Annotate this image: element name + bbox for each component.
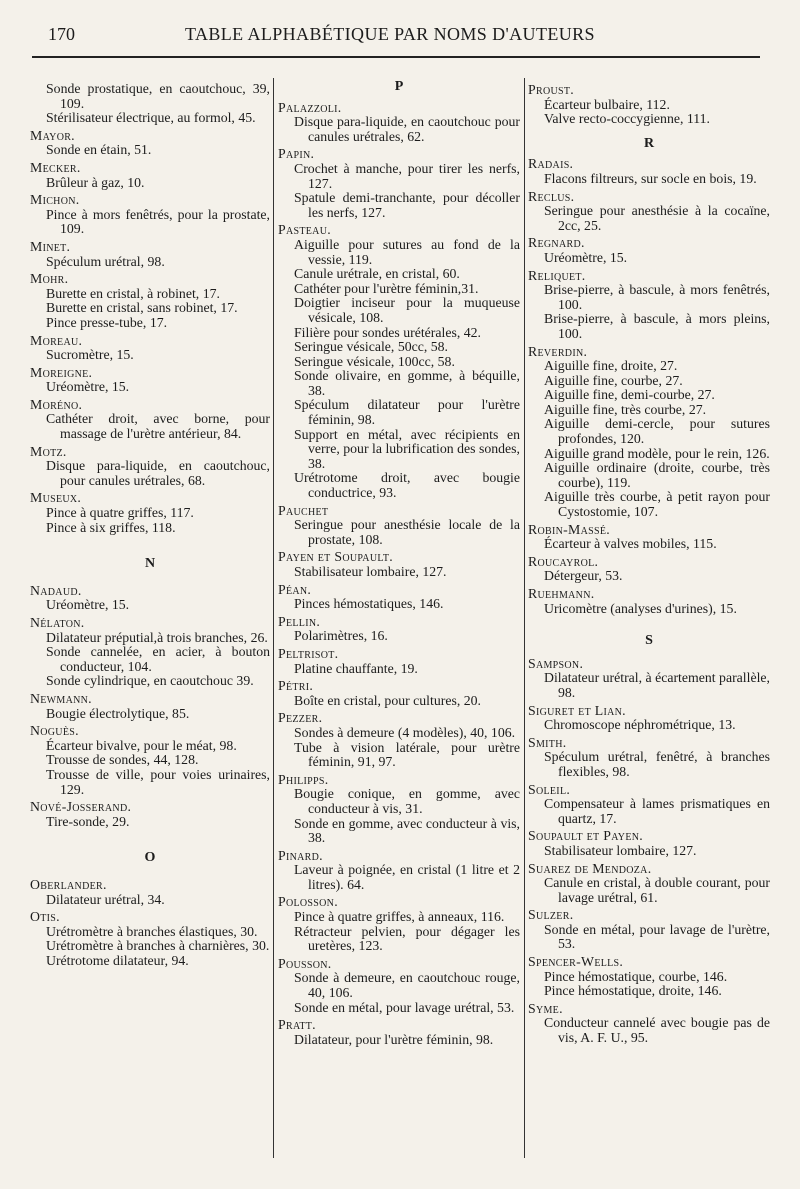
page-header xyxy=(30,22,762,52)
author-name: Pezzer. xyxy=(278,710,323,726)
author-name: Philipps. xyxy=(278,771,329,787)
section-letter: P xyxy=(394,80,404,94)
author-name: Moreigne. xyxy=(30,364,93,380)
index-entry: Spéculum urétral, fenêtré, à branches flexibles, 98. xyxy=(544,749,770,779)
index-entry: Sonde cylindrique, en caoutchouc 39. xyxy=(46,673,254,689)
index-entry: Pinces hémostatiques, 146. xyxy=(294,596,444,612)
index-entry: Spatule demi-tranchante, pour décoller les nerfs, 127. xyxy=(294,190,520,220)
index-entry: Pince presse-tube, 17. xyxy=(46,314,168,330)
index-entry: Bougie électrolytique, 85. xyxy=(46,705,190,721)
index-entry: Sonde en métal, pour lavage urétral, 53. xyxy=(294,999,515,1015)
index-entry: Stabilisateur lombaire, 127. xyxy=(294,564,447,579)
author-name: Suarez de Mendoza. xyxy=(528,860,652,876)
index-entry: Support en métal, avec récipients en verre, pour la lubrification des sondes, 38. xyxy=(294,426,520,471)
author-name: Siguret et Lian. xyxy=(528,702,626,718)
index-entry: Urétrotome droit, avec bougie conductrice, 93. xyxy=(294,470,520,501)
column-divider xyxy=(524,78,525,1158)
index-entry: Dilatateur urétral, 34. xyxy=(46,891,165,907)
page-number: 170 xyxy=(48,24,75,44)
index-entry: Sucromètre, 15. xyxy=(46,347,134,363)
author-name: Museux. xyxy=(30,490,82,506)
index-entry: Aiguille grand modèle, pour le rein, 126. xyxy=(544,445,770,461)
index-entry: Aiguille fine, demi-courbe, 27. xyxy=(544,387,715,403)
index-entry: Sonde en étain, 51. xyxy=(46,142,152,158)
index-entry: Aiguille très courbe, à petit rayon pour Cystostomie, 107. xyxy=(544,489,770,520)
index-entry: Sonde olivaire, en gomme, à béquille, 38. xyxy=(294,368,520,398)
index-column-3 xyxy=(528,80,770,1160)
index-entry: Burette en cristal, sans robinet, 17. xyxy=(46,300,238,316)
author-name: Pétri. xyxy=(278,678,314,694)
author-name: Radais. xyxy=(528,156,574,172)
index-entry: Détergeur, 53. xyxy=(544,568,623,584)
index-entry: Filière pour sondes urétérales, 42. xyxy=(294,324,481,340)
index-entry: Urétromètre à branches à charnières, 30. xyxy=(46,938,270,954)
index-entry: Boîte en cristal, pour cultures, 20. xyxy=(294,692,481,708)
author-name: Noguès. xyxy=(30,723,79,739)
author-name: Robin-Massé. xyxy=(528,521,611,537)
header-rule xyxy=(32,56,760,58)
author-name: Pinard. xyxy=(278,847,323,863)
index-entry: Platine chauffante, 19. xyxy=(294,660,418,676)
index-entry: Doigtier inciseur pour la muqueuse vésicale, 108. xyxy=(294,295,520,325)
index-entry: Tube à vision latérale, pour urètre féminin, 91, 97. xyxy=(294,739,520,770)
author-name: Minet. xyxy=(30,238,71,254)
index-entry: Brise-pierre, à bascule, à mors pleins, 100. xyxy=(544,311,770,341)
index-entry: Dilatateur, pour l'urètre féminin, 98. xyxy=(294,1031,494,1047)
index-entry: Sonde cannelée, en acier, à bouton conducteur, 104. xyxy=(46,644,270,674)
author-name: Palazzoli. xyxy=(278,99,342,115)
author-name: Reliquet. xyxy=(528,267,586,283)
index-entry: Écarteur bulbaire, 112. xyxy=(544,96,670,112)
index-entry: Chromoscope néphrométrique, 13. xyxy=(544,717,736,733)
author-name: Papin. xyxy=(278,146,315,162)
author-name: Regnard. xyxy=(528,235,585,251)
author-name: Polosson. xyxy=(278,894,338,910)
index-entry: Pince à quatre griffes, 117. xyxy=(46,505,194,521)
index-entry: Laveur à poignée, en cristal (1 litre et 2 litres). 64. xyxy=(294,862,520,892)
author-name: Pasteau. xyxy=(278,222,331,238)
index-entry: Dilatateur urétral, à écartement parallèle, 98. xyxy=(544,670,770,700)
index-entry: Pince à quatre griffes, à anneaux, 116. xyxy=(294,909,505,925)
author-name: Moreau. xyxy=(30,332,83,348)
section-letter: S xyxy=(645,633,653,649)
index-entry: Sondes à demeure (4 modèles), 40, 106. xyxy=(294,724,516,740)
author-name: Nadaud. xyxy=(30,582,82,598)
index-entry: Urétromètre à branches élastiques, 30. xyxy=(46,923,258,939)
index-entry: Brise-pierre, à bascule, à mors fenêtrés, 100. xyxy=(544,282,770,312)
index-entry: Burette en cristal, à robinet, 17. xyxy=(46,285,220,301)
author-name: Syme. xyxy=(528,1000,563,1016)
author-name: Pratt. xyxy=(278,1017,316,1033)
section-letter: N xyxy=(144,556,156,572)
index-entry: Polarimètres, 16. xyxy=(294,628,388,644)
author-name: Pousson. xyxy=(278,955,332,971)
author-name: Motz. xyxy=(30,443,67,459)
author-name: Nélaton. xyxy=(30,615,85,630)
column-divider xyxy=(273,78,274,1158)
index-entry: Aiguille ordinaire (droite, courbe, très courbe), 119. xyxy=(544,460,770,490)
index-entry: Cathéter pour l'urètre féminin,31. xyxy=(294,280,479,296)
index-entry: Canule urétrale, en cristal, 60. xyxy=(294,266,460,282)
index-entry: Uréomètre, 15. xyxy=(46,379,130,395)
index-entry: Uricomètre (analyses d'urines), 15. xyxy=(544,600,737,616)
author-name: Payen et Soupault. xyxy=(278,549,393,565)
index-column-1 xyxy=(30,80,270,1160)
index-entry: Crochet à manche, pour tirer les nerfs, 127. xyxy=(294,160,520,191)
index-entry: Uréomètre, 15. xyxy=(544,249,628,265)
author-name: Reverdin. xyxy=(528,343,588,359)
author-name: Pellin. xyxy=(278,613,321,629)
author-name: Péan. xyxy=(278,581,312,597)
index-entry: Urétrotome dilatateur, 94. xyxy=(46,952,189,968)
index-entry: Pince hémostatique, droite, 146. xyxy=(544,983,722,999)
index-entry: Dilatateur préputial,à trois branches, 26. xyxy=(46,629,268,645)
index-entry: Écarteur à valves mobiles, 115. xyxy=(544,536,717,552)
index-entry: Canule en cristal, à double courant, pour lavage urétral, 61. xyxy=(544,875,770,905)
index-entry: Cathéter droit, avec borne, pour massage de l'urètre antérieur, 84. xyxy=(46,411,270,442)
index-entry: Aiguille demi-cercle, pour sutures profondes, 120. xyxy=(544,416,770,447)
index-entry: Disque para-liquide, en caoutchouc pour canules urétrales, 62. xyxy=(294,114,520,144)
author-name: Smith. xyxy=(528,734,567,750)
index-entry: Stabilisateur lombaire, 127. xyxy=(544,842,697,858)
index-entry: Bougie conique, en gomme, avec conducteur à vis, 31. xyxy=(294,786,520,816)
index-entry: Sonde en gomme, avec conducteur à vis, 38. xyxy=(294,815,520,846)
author-name: Oberlander. xyxy=(30,876,107,892)
author-name: Moréno. xyxy=(30,396,83,412)
index-entry: Uréomètre, 15. xyxy=(46,597,130,613)
index-entry: Compensateur à lames prismatiques en quartz, 17. xyxy=(544,796,770,826)
index-entry: Écarteur bivalve, pour le méat, 98. xyxy=(46,737,237,753)
running-title: TABLE ALPHABÉTIQUE PAR NOMS D'AUTEURS xyxy=(185,24,595,44)
index-entry: Stérilisateur électrique, au formol, 45. xyxy=(46,110,256,126)
index-entry: Sonde en métal, pour lavage de l'urètre, 53. xyxy=(544,921,770,952)
author-name: Sampson. xyxy=(528,655,584,671)
index-entry: Flacons filtreurs, sur socle en bois, 19. xyxy=(544,170,757,186)
author-name: Roucayrol. xyxy=(528,553,599,569)
index-column-2 xyxy=(278,80,520,1160)
author-name: Sulzer. xyxy=(528,907,574,923)
author-name: Peltrisot. xyxy=(278,645,339,661)
index-entry: Spéculum urétral, 98. xyxy=(46,253,165,269)
index-entry: Aiguille pour sutures au fond de la vessie, 119. xyxy=(294,236,520,267)
section-letter: O xyxy=(144,850,156,866)
index-entry: Conducteur cannelé avec bougie pas de vis, A. F. U., 95. xyxy=(544,1015,770,1046)
index-entry: Seringue vésicale, 100cc, 58. xyxy=(294,353,455,369)
index-entry: Aiguille fine, courbe, 27. xyxy=(544,372,683,388)
index-entry: Sonde à demeure, en caoutchouc rouge, 40, 106. xyxy=(294,970,520,1001)
index-entry: Sonde prostatique, en caoutchouc, 39, 109. xyxy=(46,81,270,111)
author-name: Michon. xyxy=(30,192,80,208)
author-name: Ruehmann. xyxy=(528,586,595,601)
index-entry: Pince à six griffes, 118. xyxy=(46,519,176,535)
author-name: Mohr. xyxy=(30,271,69,287)
index-entry: Seringue vésicale, 50cc, 58. xyxy=(294,339,449,355)
author-name: Soupault et Payen. xyxy=(528,828,643,844)
index-entry: Valve recto-coccygienne, 111. xyxy=(544,111,710,127)
author-name: Soleil. xyxy=(528,781,571,797)
author-name: Newmann. xyxy=(30,690,92,706)
author-name: Pauchet xyxy=(278,502,329,518)
index-entry: Spéculum dilatateur pour l'urètre féminin, 98. xyxy=(294,397,520,428)
author-name: Spencer-Wells. xyxy=(528,954,624,970)
author-name: Otis. xyxy=(30,909,60,925)
author-name: Proust. xyxy=(528,82,575,97)
author-name: Mayor. xyxy=(30,127,75,143)
index-entry: Aiguille fine, très courbe, 27. xyxy=(544,401,707,417)
author-name: Nové-Josserand. xyxy=(30,799,132,815)
index-entry: Brûleur à gaz, 10. xyxy=(46,174,145,190)
index-entry: Pince hémostatique, courbe, 146. xyxy=(544,968,728,984)
index-entry: Trousse de ville, pour voies urinaires, 129. xyxy=(46,766,270,797)
index-entry: Seringue pour anesthésie à la cocaïne, 2cc, 25. xyxy=(544,203,770,233)
index-entry: Tire-sonde, 29. xyxy=(46,813,130,829)
index-entry: Rétracteur pelvien, pour dégager les uretères, 123. xyxy=(294,923,520,954)
index-entry: Seringue pour anesthésie locale de la prostate, 108. xyxy=(294,517,520,547)
index-entry: Trousse de sondes, 44, 128. xyxy=(46,752,199,768)
author-name: Reclus. xyxy=(528,188,575,204)
index-entry: Aiguille fine, droite, 27. xyxy=(544,358,678,374)
index-entry: Pince à mors fenêtrés, pour la prostate, 109. xyxy=(46,206,270,237)
index-entry: Disque para-liquide, en caoutchouc, pour canules urétrales, 68. xyxy=(46,458,270,488)
author-name: Mecker. xyxy=(30,159,81,175)
section-letter: R xyxy=(643,135,655,151)
